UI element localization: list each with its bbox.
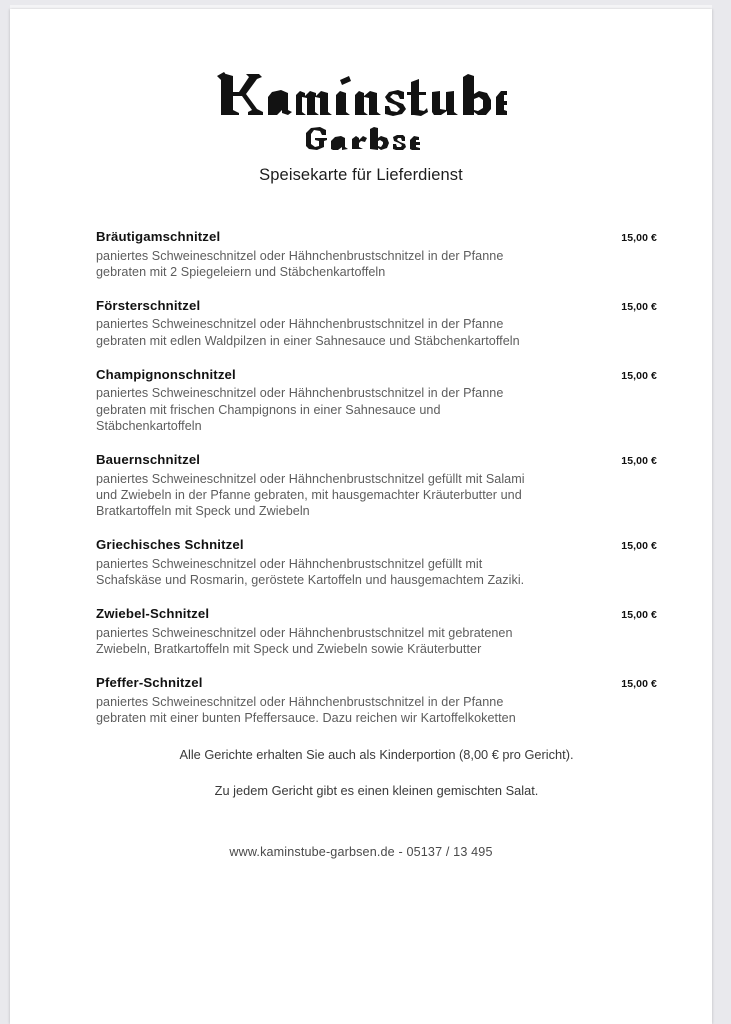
menu-item-head — [96, 606, 657, 623]
menu-item-price: 15,00 € — [621, 232, 657, 244]
menu-item-list — [10, 229, 712, 726]
note-kinderportion: Alle Gerichte erhalten Sie auch als Kinderportion (8,00 € pro Gericht). — [179, 747, 574, 763]
menu-content — [10, 9, 712, 859]
menu-item-head — [96, 367, 657, 384]
menu-notes — [10, 747, 712, 799]
menu-item-price: 15,00 € — [621, 369, 657, 382]
menu-item-name: Bräutigamschnitzel — [96, 229, 221, 244]
logo-wordmark-svg — [215, 67, 507, 123]
menu-item[interactable] — [96, 367, 657, 434]
menu-item-price: 15,00 € — [621, 609, 657, 622]
menu-item-price: 15,00 € — [621, 455, 657, 468]
menu-item-description: paniertes Schweineschnitzel oder Hähnchenbrustschnitzel mit gebratenen Zwiebeln, Bratkartoffeln mit Speck und Zwiebeln sowie Kräuterbutter — [96, 625, 513, 657]
menu-item-head — [96, 675, 657, 692]
menu-item-price: 15,00 € — [621, 678, 657, 691]
menu-item[interactable] — [96, 606, 657, 657]
footer-contact[interactable]: www.kaminstube-garbsen.de - 05137 / 13 495 — [229, 844, 493, 859]
menu-subtitle: Speisekarte für Lieferdienst — [259, 166, 463, 184]
menu-item-head — [96, 452, 657, 469]
menu-item-description: paniertes Schweineschnitzel oder Hähnchenbrustschnitzel in der Pfanne gebraten mit einer bunten Pfeffersauce. Dazu reichen wir Kartoffelkoketten — [96, 694, 516, 726]
menu-item[interactable] — [96, 452, 657, 519]
menu-item-price: 15,00 € — [621, 300, 657, 313]
page-top-band — [0, 0, 731, 9]
menu-item-price: 15,00 € — [621, 540, 657, 553]
menu-item-description: paniertes Schweineschnitzel oder Hähnchenbrustschnitzel gefüllt mit Salami und Zwiebeln in der Pfanne gebraten, mit hausgemachter Kräuterbutter und Bratkartoffeln mit Speck und Zwiebeln — [96, 471, 525, 519]
menu-item-name: Pfeffer-Schnitzel — [96, 675, 203, 691]
menu-item[interactable] — [96, 298, 657, 349]
menu-item-description: paniertes Schweineschnitzel oder Hähnchenbrustschnitzel in der Pfanne gebraten mit frischen Champignons in einer Sahnesauce und Stäbchenkartoffeln — [96, 386, 504, 433]
menu-item-description: paniertes Schweineschnitzel oder Hähnchenbrustschnitzel in der Pfanne gebraten mit 2 Spiegeleiern und Stäbchenkartoffeln — [96, 248, 504, 279]
menu-item[interactable] — [96, 537, 657, 588]
menu-item-head — [96, 298, 657, 315]
menu-item-name: Försterschnitzel — [96, 297, 201, 313]
note-salat: Zu jedem Gericht gibt es einen kleinen gemischten Salat. — [214, 782, 539, 798]
menu-paper-sheet — [10, 9, 712, 1024]
menu-item[interactable] — [96, 229, 657, 280]
menu-item-description: paniertes Schweineschnitzel oder Hähnchenbrustschnitzel gefüllt mit Schafskäse und Rosmarin, geröstete Kartoffeln und hausgemachtem Zaziki. — [96, 556, 525, 588]
menu-item-name: Zwiebel-Schnitzel — [96, 606, 210, 622]
menu-item-name: Griechisches Schnitzel — [96, 537, 244, 553]
logo-city-svg — [302, 125, 420, 153]
menu-item-name: Bauernschnitzel — [96, 452, 201, 468]
menu-item-head — [96, 537, 657, 554]
restaurant-logo-city — [10, 125, 712, 153]
menu-item-head — [96, 229, 657, 246]
menu-footer — [10, 845, 712, 859]
menu-item[interactable] — [96, 675, 657, 726]
menu-item-description: paniertes Schweineschnitzel oder Hähnchenbrustschnitzel in der Pfanne gebraten mit edlen Waldpilzen in einer Sahnesauce und Stäbchenkartoffeln — [96, 317, 520, 348]
menu-item-name: Champignonschnitzel — [96, 366, 236, 382]
menu-header — [10, 9, 712, 185]
restaurant-logo — [10, 67, 712, 123]
